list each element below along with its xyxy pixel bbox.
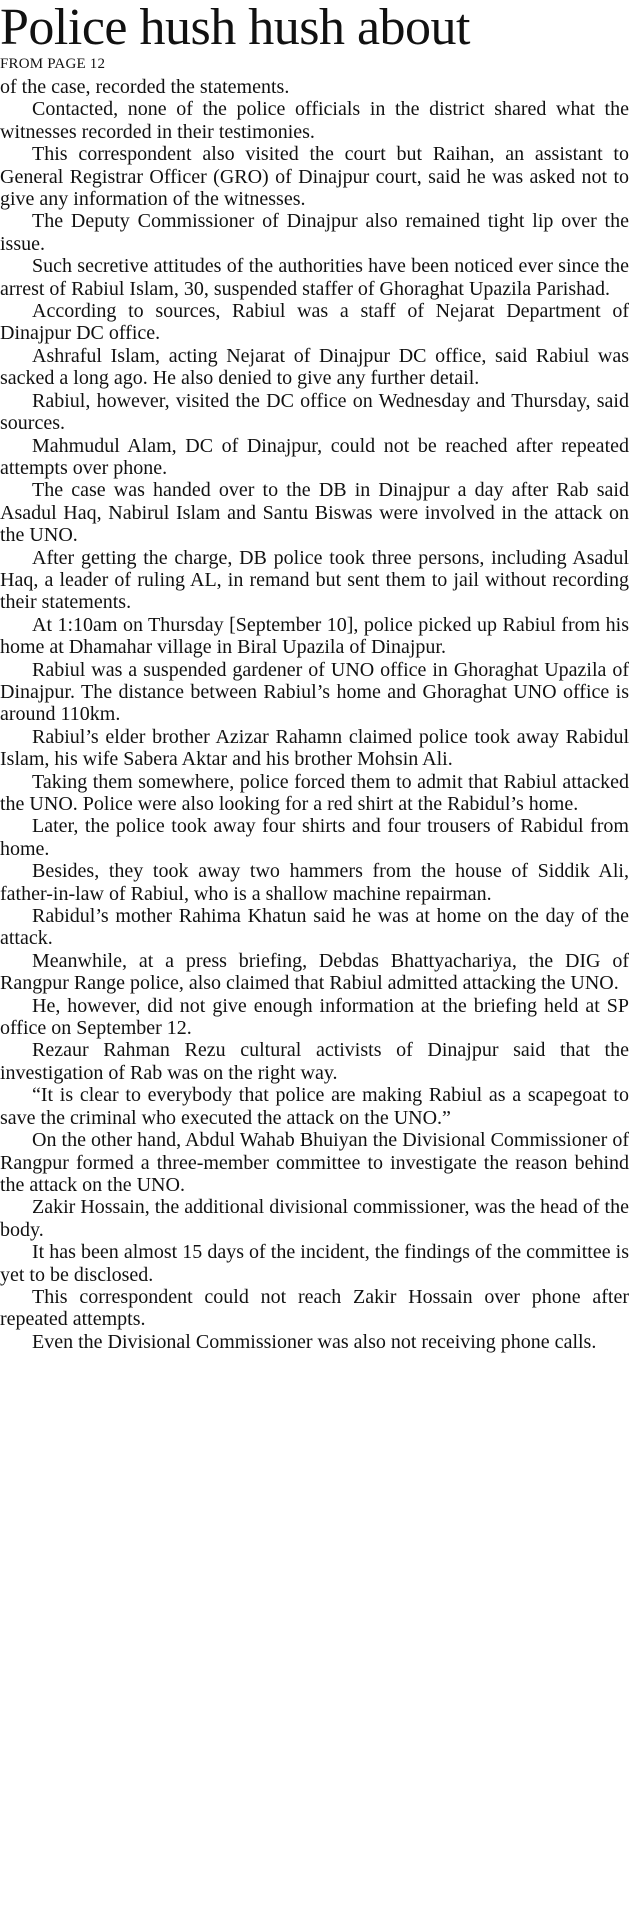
paragraph: The case was handed over to the DB in Dinajpur a day after Rab said Asadul Haq, Nabirul Islam and Santu Biswas were involved in the attack on the UNO. — [0, 479, 629, 547]
paragraph: Rabiul was a suspended gardener of UNO office in Ghoraghat Upazila of Dinajpur. The distance between Rabiul’s home and Ghoraghat UNO office is around 110km. — [0, 658, 629, 726]
paragraph: The Deputy Commissioner of Dinajpur also remained tight lip over the issue. — [0, 210, 629, 255]
paragraph: On the other hand, Abdul Wahab Bhuiyan the Divisional Commissioner of Rangpur formed a three-member committee to investigate the reason behind the attack on the UNO. — [0, 1129, 629, 1196]
paragraph: Ashraful Islam, acting Nejarat of Dinajpur DC office, said Rabiul was sacked a long ago. He also denied to give any further detail. — [0, 344, 629, 390]
paragraph: According to sources, Rabiul was a staff of Nejarat Department of Dinajpur DC office. — [0, 300, 629, 345]
paragraph: At 1:10am on Thursday [September 10], police picked up Rabiul from his home at Dhamahar village in Biral Upazila of Dinajpur. — [0, 613, 629, 659]
paragraph: Rezaur Rahman Rezu cultural activists of Dinajpur said that the investigation of Rab was on the right way. — [0, 1039, 629, 1084]
paragraph: He, however, did not give enough information at the briefing held at SP office on September 12. — [0, 994, 629, 1040]
article-body — [0, 76, 629, 1353]
paragraph: This correspondent could not reach Zakir Hossain over phone after repeated attempts. — [0, 1285, 629, 1331]
jump-line: FROM PAGE 12 — [0, 56, 106, 72]
paragraph: It has been almost 15 days of the incident, the findings of the committee is yet to be disclosed. — [0, 1241, 629, 1286]
paragraph: This correspondent also visited the court but Raihan, an assistant to General Registrar Officer (GRO) of Dinajpur court, said he was asked not to give any information of the witnesses. — [0, 143, 629, 211]
paragraph: of the case, recorded the statements. — [0, 76, 290, 98]
paragraph: Even the Divisional Commissioner was also not receiving phone calls. — [32, 1330, 597, 1353]
paragraph: Meanwhile, at a press briefing, Debdas Bhattyachariya, the DIG of Rangpur Range police, also claimed that Rabiul admitted attacking the UNO. — [0, 949, 629, 995]
paragraph: Later, the police took away four shirts and four trousers of Rabidul from home. — [0, 815, 629, 860]
paragraph: Mahmudul Alam, DC of Dinajpur, could not be reached after repeated attempts over phone. — [0, 434, 629, 479]
paragraph: Zakir Hossain, the additional divisional commissioner, was the head of the body. — [0, 1196, 629, 1241]
paragraph: Rabidul’s mother Rahima Khatun said he was at home on the day of the attack. — [0, 905, 629, 950]
paragraph: Rabiul, however, visited the DC office on Wednesday and Thursday, said sources. — [0, 389, 629, 435]
paragraph: After getting the charge, DB police took three persons, including Asadul Haq, a leader of ruling AL, in remand but sent them to jail without recording their statements. — [0, 546, 629, 614]
paragraph: Contacted, none of the police officials in the district shared what the witnesses recorded in their testimonies. — [0, 98, 629, 143]
paragraph: Rabiul’s elder brother Azizar Rahamn claimed police took away Rabidul Islam, his wife Sabera Aktar and his brother Mohsin Ali. — [0, 725, 629, 771]
paragraph: Such secretive attitudes of the authorities have been noticed ever since the arrest of Rabiul Islam, 30, suspended staffer of Ghoraghat Upazila Parishad. — [0, 255, 629, 300]
paragraph: “It is clear to everybody that police are making Rabiul as a scapegoat to save the criminal who executed the attack on the UNO.” — [0, 1084, 629, 1129]
paragraph: Taking them somewhere, police forced them to admit that Rabiul attacked the UNO. Police were also looking for a red shirt at the Rabidul’s home. — [0, 770, 629, 815]
headline: Police hush hush about — [0, 0, 470, 56]
paragraph: Besides, they took away two hammers from the house of Siddik Ali, father-in-law of Rabiul, who is a shallow machine repairman. — [0, 860, 629, 905]
